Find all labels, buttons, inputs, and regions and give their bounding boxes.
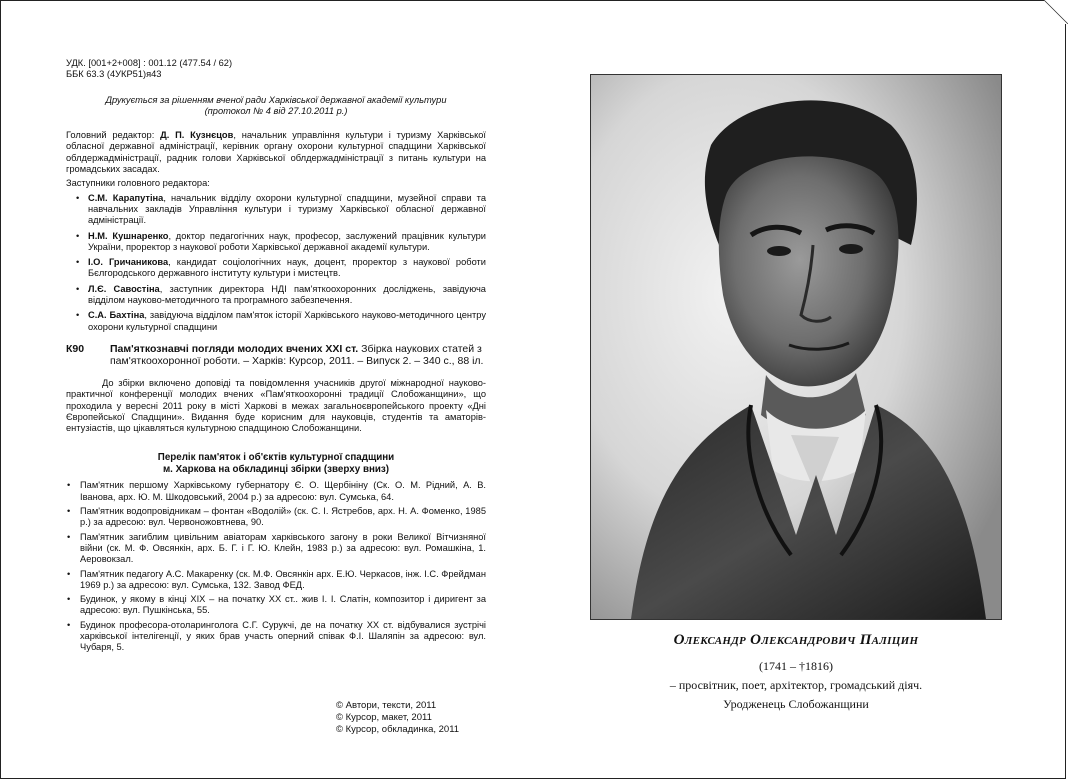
- imprint-page: [66, 58, 486, 657]
- portrait-years: (1741 – †1816): [759, 659, 833, 673]
- catalog-description: [110, 343, 486, 368]
- deputy-editor-name: Л.Є. Савостіна: [88, 283, 160, 294]
- annotation-text: До збірки включено доповіді та повідомлення учасників другої міжнародної науково-практичної конференції молодих вчених «Пам'яткоохоронні традиції Слобожанщини», що проходила у вересні 2011 року в місті Харкові в межах загальноєвропейського проекту «Дні Європейської Спадщини». Видання буде корисним для науковців, студентів та аматорів-ентузіастів, що цікавляться культурною спадщиною Слобожанщини.: [66, 377, 486, 434]
- monument-item: • Пам'ятник загиблим цивільним авіаторам харківського загону в роки Великої Вітчизняної війни (ск. М. Ф. Овсянкін, арх. Б. Г. і Г. Ю. Клейн, 1983 р.) за адресою: вул. Ромашкіна, 1. Аеровокзал.: [80, 532, 486, 566]
- chief-editor-label: Головний редактор:: [66, 130, 155, 141]
- book-details: Збірка наукових статей з пам'яткоохоронної роботи. – Харків: Курсор, 2011. – Випуск 2. – 340 с., 88 іл.: [110, 342, 484, 368]
- monuments-title-line: Перелік пам'яток і об'єктів культурної спадщини: [157, 452, 395, 464]
- chief-editor-text: , начальник управління культури і туризму Харківської обласної державної адміністрації, керівник органу охорони культурної спадщини Харківської облдержадміністрації, радник голови Харківської облдержадміністрації з питань культури на громадських засадах.: [66, 130, 486, 175]
- monument-item: • Пам'ятник першому Харківському губернатору Є. О. Щербініну (Ск. О. М. Рідний, А. В. Іванова, арх. Ю. М. Шкодовський, 2004 р.) за адресою: вул. Сумська, 64.: [80, 480, 486, 503]
- printing-approval: [66, 95, 486, 118]
- udk-code: УДК. [001+2+008] : 001.12 (477.54 / 62): [66, 58, 233, 68]
- book-title: Пам'яткознавчі погляди молодих вчених XXI ст.: [110, 342, 359, 355]
- deputy-editor-text: , завідуюча відділом пам'яток історії Харківського науково-методичного центру охорони культурної спадщини: [88, 310, 486, 332]
- monument-item: • Будинок, у якому в кінці XIX – на початку XX ст.. жив І. І. Слатін, композитор і диригент за адресою: вул. Пушкінська, 55.: [80, 594, 486, 617]
- monument-item: • Пам'ятник педагогу А.С. Макаренку (ск. М.Ф. Овсянкін арх. Е.Ю. Черкасов, інж. І.С. Фрейдман 1969 р.) за адресою: вул. Сумська, 132. Завод ФЕД.: [80, 569, 486, 592]
- deputy-editors-title: Заступники головного редактора:: [66, 178, 210, 189]
- monuments-subtitle-line: м. Харкова на обкладинці збірки (зверху вниз): [162, 464, 390, 476]
- deputy-editor-text: , начальник відділу охорони культурної спадщини, музейної справи та навчальних закладів Управління культури і туризму Харківської обласної державної адміністрації.: [88, 192, 486, 226]
- deputy-editor-name: С.М. Карапутіна: [88, 192, 164, 203]
- chief-editor-name: Д. П. Кузнєцов: [160, 130, 234, 141]
- monument-item: • Пам'ятник водопровідникам – фонтан «Водолій» (ск. С. І. Ястребов, арх. Н. А. Фоменко, 1985 р.) за адресою: вул. Червоножовтнева, 90.: [80, 506, 486, 529]
- portrait-description: – просвітник, поет, архітектор, громадський діяч.: [669, 678, 923, 692]
- catalog-code: К90: [66, 342, 85, 355]
- deputy-editor-item: [88, 310, 486, 333]
- deputy-editor-name: С.А. Бахтіна: [88, 310, 145, 321]
- deputy-editor-item: [88, 257, 486, 280]
- deputy-editor-text: , доктор педагогічних наук, професор, заслужений працівник культури України, проректор з наукової роботи Харківської державної академії культури.: [88, 230, 486, 252]
- portrait-origin: Уродженець Слобожанщини: [723, 697, 869, 711]
- deputy-editor-item: [88, 231, 486, 254]
- portrait-name: Олександр Олександрович Паліцин: [673, 632, 919, 648]
- deputy-editor-name: І.О. Гричаникова: [88, 257, 169, 268]
- deputy-editor-item: [88, 193, 486, 227]
- copyright-block: [336, 700, 459, 735]
- copyright-line: © Курсор, макет, 2011: [336, 711, 432, 723]
- deputy-editor-text: , кандидат соціологічних наук, доцент, проректор з наукової роботи Бєлгородського державного інституту культури і мистецтв.: [88, 257, 486, 279]
- portrait-caption: [592, 632, 1000, 712]
- deputy-editor-name: Н.М. Кушнаренко: [88, 230, 169, 241]
- chief-editor: [66, 130, 486, 175]
- monuments-list-title: [66, 452, 486, 476]
- deputy-editors-list: [66, 193, 486, 333]
- copyright-line: © Автори, тексти, 2011: [336, 700, 437, 711]
- portrait-drawing: [591, 75, 1001, 619]
- deputy-editor-text: , заступник директора НДІ пам'яткоохоронних досліджень, завідуюча відділом науково-методичного та програмного забезпечення.: [88, 283, 486, 306]
- portrait-image: [590, 74, 1002, 620]
- bbk-code: ББК 63.3 (4УКР51)я43: [66, 69, 162, 80]
- printing-approval-line: Друкується за рішенням вченої ради Харківської державної академії культури: [105, 94, 447, 105]
- monument-item: • Будинок професора-отоларинголога С.Г. Сурукчі, де на початку XX ст. відбувалися зустрічі харківської інтелігенції, у яких брав участь оперний співак Ф.І. Шаляпін за адресою: вул. Чубаря, 5.: [80, 620, 486, 654]
- copyright-line: © Курсор, обкладинка, 2011: [336, 723, 460, 735]
- page-corner-fold: [1044, 0, 1068, 24]
- printing-protocol-line: (протокол № 4 від 27.10.2011 р.): [204, 105, 348, 116]
- catalog-entry: [66, 343, 486, 368]
- monuments-list: [66, 480, 486, 653]
- deputy-editor-item: [88, 284, 486, 307]
